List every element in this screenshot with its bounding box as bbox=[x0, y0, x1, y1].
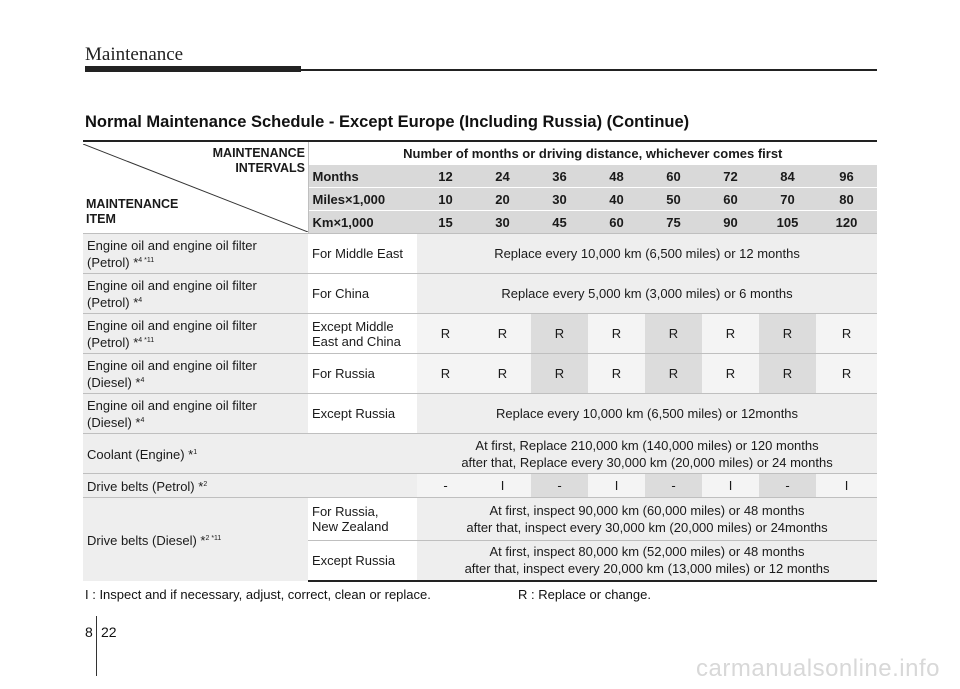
interval-span-header: Number of months or driving distance, whichever comes first bbox=[308, 141, 877, 165]
interval-description: At first, Replace 210,000 km (140,000 miles) or 120 months after that, Replace every 30,000 km (20,000 miles) or 24 months bbox=[417, 434, 877, 474]
table-row bbox=[83, 434, 877, 474]
footnote-ref: 4 bbox=[138, 296, 143, 304]
section-number: 8 bbox=[85, 624, 93, 640]
item-name: Coolant (Engine) *$^1$ bbox=[83, 434, 417, 474]
axis-value: 96 bbox=[816, 165, 877, 188]
axis-value: 36 bbox=[531, 165, 588, 188]
interval-description: At first, inspect 80,000 km (52,000 miles) or 48 months after that, inspect every 20,000 km (13,000 miles) or 12 months bbox=[417, 541, 877, 581]
table-row bbox=[83, 474, 877, 498]
item-name: Drive belts (Petrol) *$^2$ bbox=[83, 474, 417, 498]
axis-label: Miles×1,000 bbox=[308, 188, 417, 211]
axis-label: Months bbox=[308, 165, 417, 188]
axis-value: 48 bbox=[588, 165, 645, 188]
interval-code: I bbox=[588, 474, 645, 498]
axis-value: 15 bbox=[417, 211, 474, 234]
footnote-ref: 4 bbox=[140, 376, 145, 384]
interval-code: R bbox=[759, 354, 816, 394]
region: Except Russia bbox=[308, 394, 417, 434]
item-name: Engine oil and engine oil filter (Petrol) *$^{4 *11}$ bbox=[83, 314, 308, 354]
axis-value: 72 bbox=[702, 165, 759, 188]
axis-value: 30 bbox=[531, 188, 588, 211]
interval-code: R bbox=[531, 354, 588, 394]
item-name: Drive belts (Diesel) *$^{2 *11}$ bbox=[83, 498, 308, 581]
interval-description: At first, inspect 90,000 km (60,000 miles) or 48 months after that, inspect every 30,000 km (20,000 miles) or 24months bbox=[417, 498, 877, 541]
interval-code: R bbox=[645, 314, 702, 354]
axis-value: 50 bbox=[645, 188, 702, 211]
page-header-title: Maintenance bbox=[85, 44, 184, 65]
region: For Russia, New Zealand bbox=[308, 498, 417, 541]
legend bbox=[85, 587, 651, 602]
watermark-text: carmanualsonline.info bbox=[696, 655, 940, 682]
axis-value: 75 bbox=[645, 211, 702, 234]
table-row bbox=[83, 234, 877, 274]
section-title: Normal Maintenance Schedule - Except Europe (Including Russia) (Continue) bbox=[85, 113, 690, 131]
interval-code: R bbox=[702, 354, 759, 394]
region: For China bbox=[308, 274, 417, 314]
intervals-label: MAINTENANCE INTERVALS bbox=[212, 145, 305, 175]
axis-value: 60 bbox=[702, 188, 759, 211]
item-name: Engine oil and engine oil filter (Petrol) *$^4$ bbox=[83, 274, 308, 314]
footnote-ref: 4 *11 bbox=[138, 256, 155, 264]
item-name: Engine oil and engine oil filter (Diesel) *$^4$ bbox=[83, 354, 308, 394]
maintenance-schedule-table bbox=[83, 140, 877, 582]
table-row bbox=[83, 394, 877, 434]
interval-code: R bbox=[417, 314, 474, 354]
item-label: MAINTENANCE ITEM bbox=[86, 196, 179, 226]
interval-description: Replace every 10,000 km (6,500 miles) or 12 months bbox=[417, 234, 877, 274]
interval-code: R bbox=[588, 354, 645, 394]
interval-code: - bbox=[417, 474, 474, 498]
header-rule-thick bbox=[85, 66, 301, 72]
interval-description: Replace every 5,000 km (3,000 miles) or 6 months bbox=[417, 274, 877, 314]
interval-code: - bbox=[531, 474, 588, 498]
footnote-ref: 4 bbox=[140, 416, 145, 424]
interval-code: R bbox=[702, 314, 759, 354]
table-row bbox=[83, 314, 877, 354]
axis-value: 84 bbox=[759, 165, 816, 188]
axis-value: 12 bbox=[417, 165, 474, 188]
corner-header-cell bbox=[83, 141, 308, 234]
header-row-span bbox=[83, 141, 877, 165]
interval-code: R bbox=[588, 314, 645, 354]
axis-value: 90 bbox=[702, 211, 759, 234]
axis-value: 120 bbox=[816, 211, 877, 234]
axis-value: 24 bbox=[474, 165, 531, 188]
axis-value: 60 bbox=[588, 211, 645, 234]
axis-value: 40 bbox=[588, 188, 645, 211]
interval-code: R bbox=[816, 314, 877, 354]
axis-value: 60 bbox=[645, 165, 702, 188]
interval-code: R bbox=[417, 354, 474, 394]
interval-code: I bbox=[474, 474, 531, 498]
region: Except Russia bbox=[308, 541, 417, 581]
footer-divider bbox=[96, 616, 97, 676]
interval-code: R bbox=[474, 314, 531, 354]
interval-code: - bbox=[759, 474, 816, 498]
interval-code: R bbox=[531, 314, 588, 354]
axis-value: 30 bbox=[474, 211, 531, 234]
axis-value: 70 bbox=[759, 188, 816, 211]
table-row bbox=[83, 498, 877, 541]
footnote-ref: 2 bbox=[203, 481, 208, 488]
interval-code: R bbox=[645, 354, 702, 394]
item-name: Engine oil and engine oil filter (Petrol) *$^{4 *11}$ bbox=[83, 234, 308, 274]
region: Except Middle East and China bbox=[308, 314, 417, 354]
region: For Middle East bbox=[308, 234, 417, 274]
axis-value: 10 bbox=[417, 188, 474, 211]
interval-code: I bbox=[816, 474, 877, 498]
interval-description: Replace every 10,000 km (6,500 miles) or 12months bbox=[417, 394, 877, 434]
page-number: 22 bbox=[101, 624, 117, 640]
item-name: Engine oil and engine oil filter (Diesel) *$^4$ bbox=[83, 394, 308, 434]
axis-value: 105 bbox=[759, 211, 816, 234]
interval-code: R bbox=[474, 354, 531, 394]
table-row bbox=[83, 274, 877, 314]
axis-label: Km×1,000 bbox=[308, 211, 417, 234]
axis-value: 80 bbox=[816, 188, 877, 211]
footnote-ref: 2 *11 bbox=[205, 534, 222, 542]
header-rule-thin bbox=[301, 69, 877, 71]
legend-replace: R : Replace or change. bbox=[518, 587, 651, 602]
interval-code: R bbox=[816, 354, 877, 394]
footnote-ref: 1 bbox=[193, 449, 198, 456]
interval-code: - bbox=[645, 474, 702, 498]
region: For Russia bbox=[308, 354, 417, 394]
legend-inspect: I : Inspect and if necessary, adjust, correct, clean or replace. bbox=[85, 587, 431, 602]
footnote-ref: 4 *11 bbox=[138, 336, 155, 344]
table-row bbox=[83, 354, 877, 394]
axis-value: 20 bbox=[474, 188, 531, 211]
interval-code: R bbox=[759, 314, 816, 354]
axis-value: 45 bbox=[531, 211, 588, 234]
interval-code: I bbox=[702, 474, 759, 498]
